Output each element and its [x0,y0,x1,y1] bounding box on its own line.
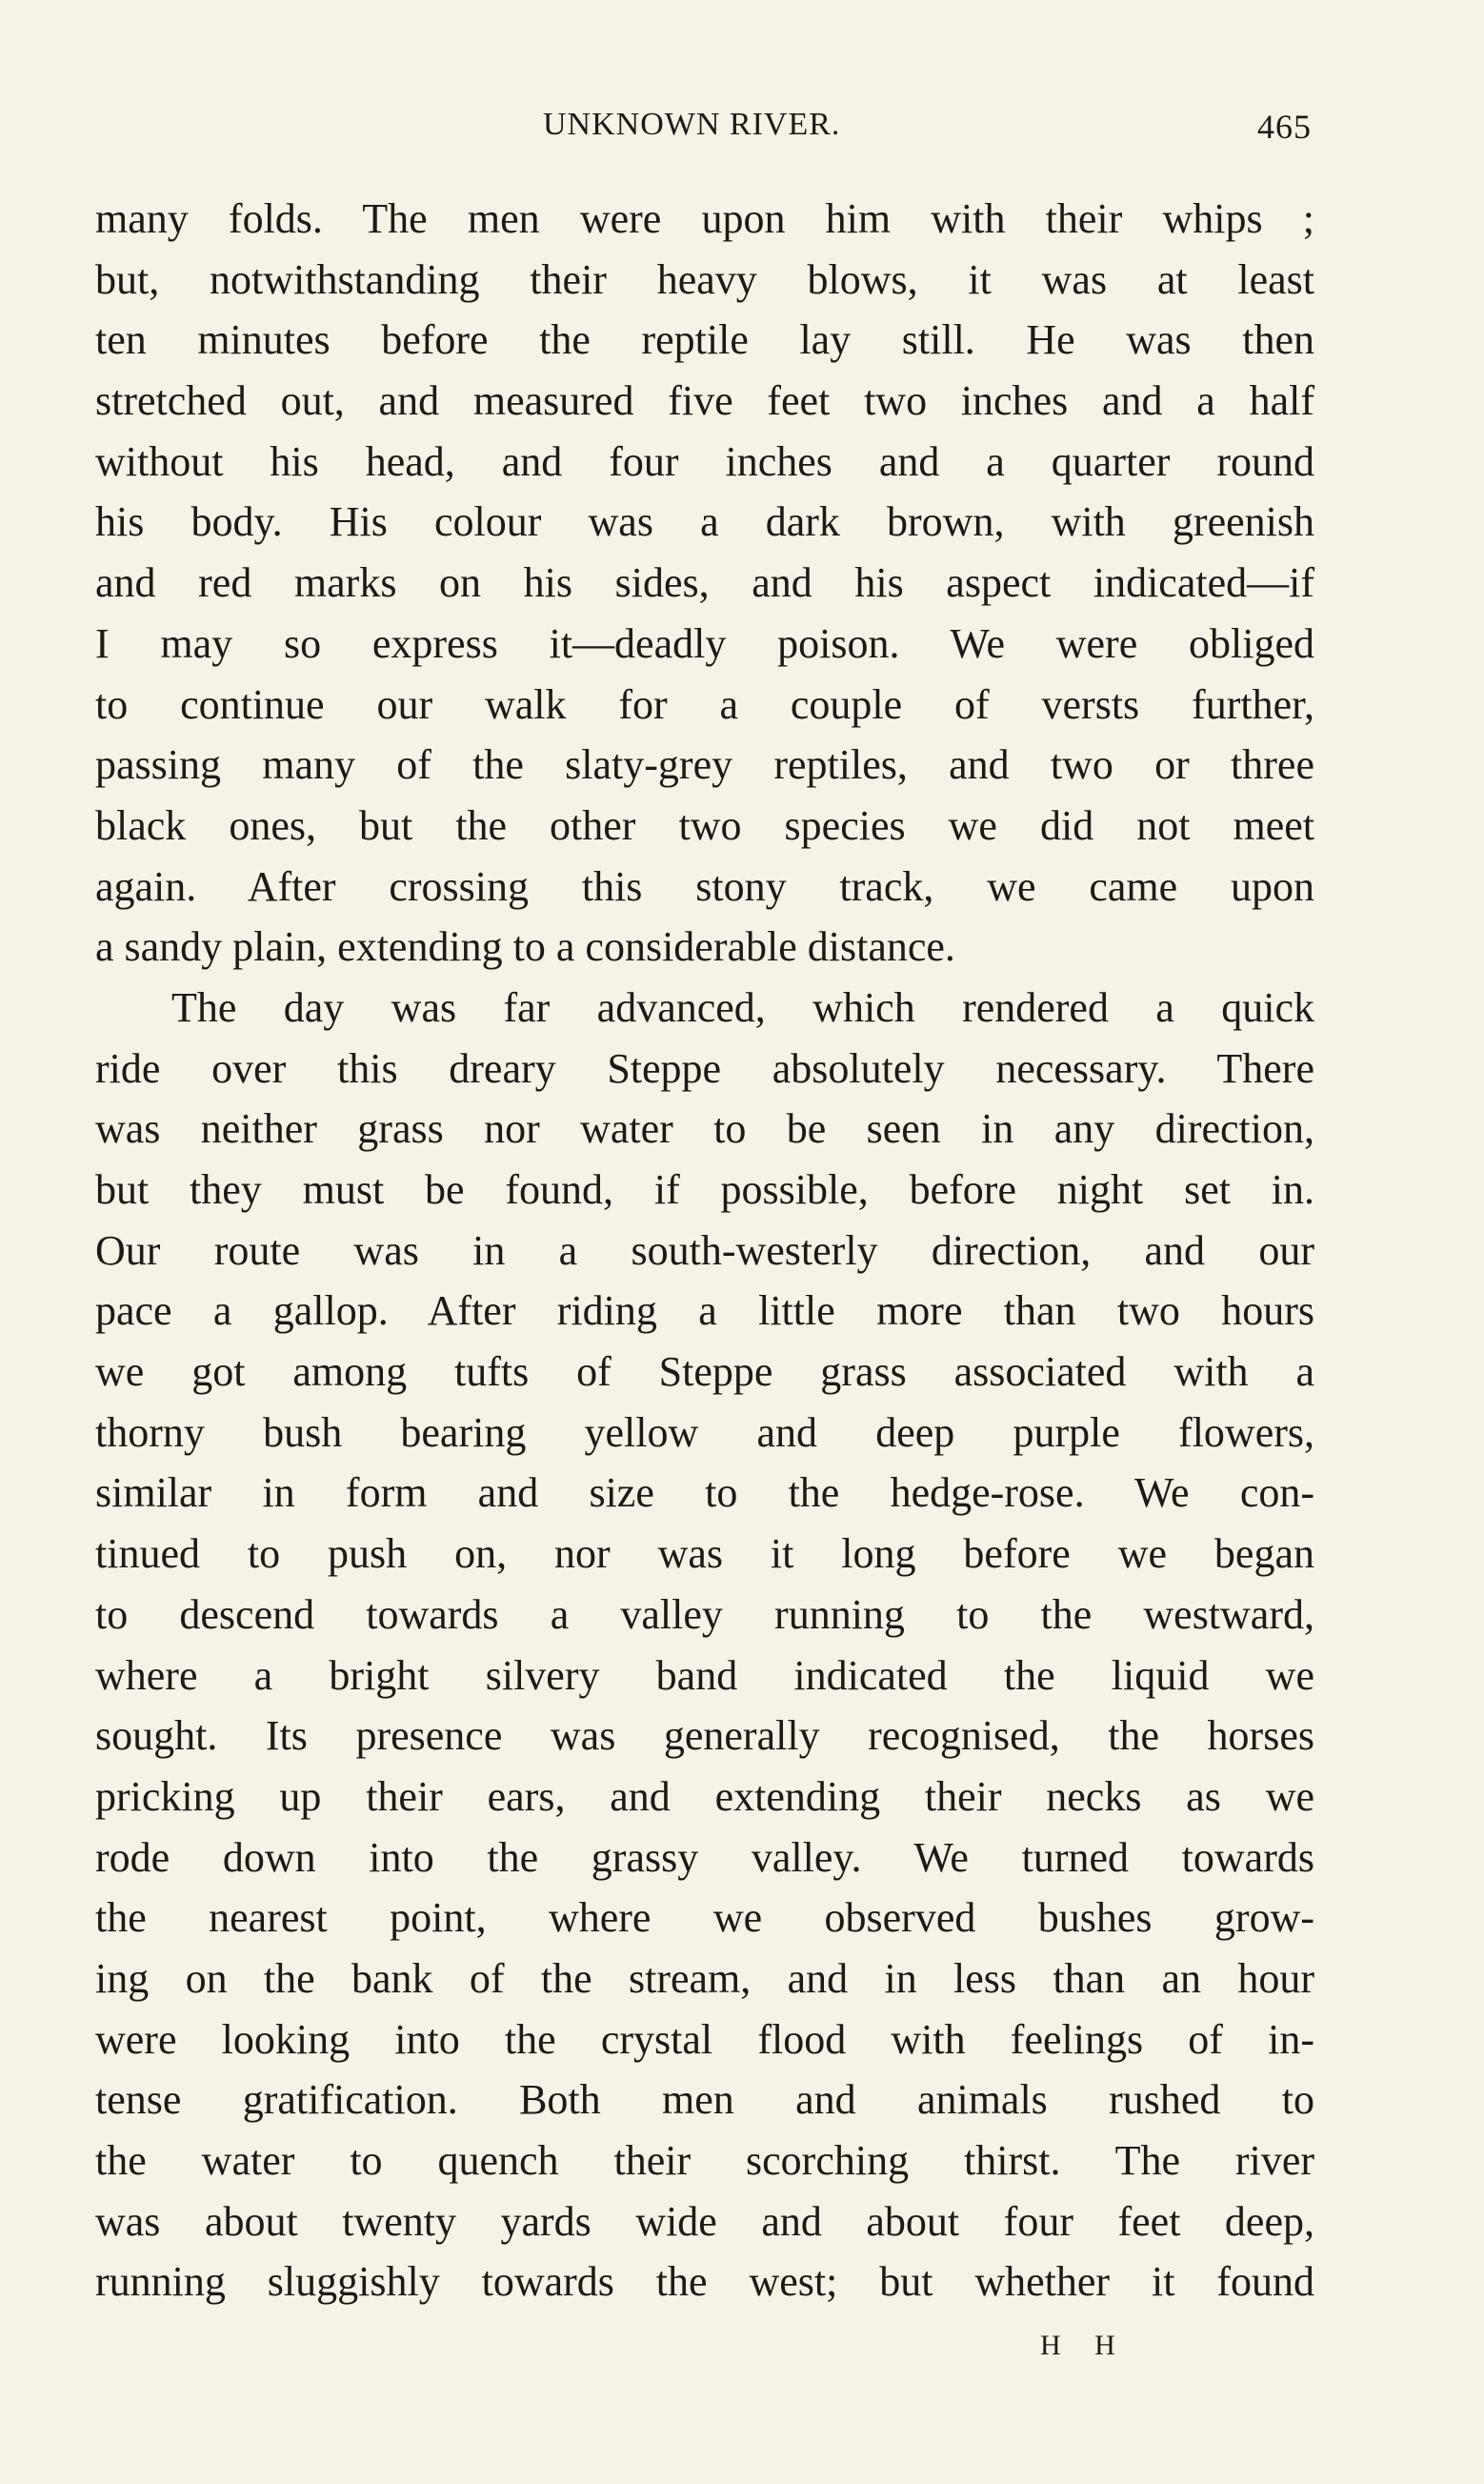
text-line: black ones, but the other two species we did not meet [95,801,1314,849]
text-line: passing many of the slaty-grey reptiles, and two or three [95,741,1314,789]
text-line: to descend towards a valley running to the westward, [95,1590,1314,1638]
text-line: sought. Its presence was generally recognised, the horses [95,1712,1314,1760]
text-line: tinued to push on, nor was it long before we began [95,1530,1314,1578]
text-line: ing on the bank of the stream, and in less than an hour [95,1954,1314,2002]
text-line: again. After crossing this stony track, we came upon [95,862,1314,910]
signature-mark: H H [1040,2330,1129,2361]
text-line: was neither grass nor water to be seen in any direction, [95,1105,1314,1153]
text-line: pace a gallop. After riding a little more than two hours [95,1287,1314,1335]
text-line: where a bright silvery band indicated the liquid we [95,1651,1314,1699]
body-text [95,189,1314,2312]
running-head [0,107,1484,164]
text-line: to continue our walk for a couple of versts further, [95,680,1314,728]
text-line: the nearest point, where we observed bushes grow- [95,1894,1314,1942]
text-line: the water to quench their scorching thirst. The river [95,2137,1314,2184]
text-line: a sandy plain, extending to a considerable distance. [95,923,955,971]
text-line: was about twenty yards wide and about four feet deep, [95,2197,1314,2245]
text-line: thorny bush bearing yellow and deep purple flowers, [95,1408,1314,1456]
text-line: tense gratification. Both men and animals rushed to [95,2076,1314,2124]
page-number: 465 [1257,108,1312,146]
chapter-title: UNKNOWN RIVER. [543,107,841,142]
text-line: were looking into the crystal flood with feelings of in- [95,2015,1314,2063]
text-line: ten minutes before the reptile lay still. He was then [95,316,1314,364]
text-line: without his head, and four inches and a quarter round [95,437,1314,485]
text-line: rode down into the grassy valley. We turned towards [95,1833,1314,1881]
text-line: pricking up their ears, and extending their necks as we [95,1772,1314,1820]
text-line: stretched out, and measured five feet two inches and a half [95,377,1314,425]
text-line: ride over this dreary Steppe absolutely necessary. There [95,1044,1314,1092]
text-line: but they must be found, if possible, before night set in. [95,1166,1314,1213]
text-line: Our route was in a south-westerly direction, and our [95,1226,1314,1274]
text-line: I may so express it—deadly poison. We were obliged [95,619,1314,667]
text-line: his body. His colour was a dark brown, with greenish [95,498,1314,546]
text-line: similar in form and size to the hedge-rose. We con- [95,1469,1314,1517]
text-line: many folds. The men were upon him with their whips ; [95,195,1314,242]
text-line: running sluggishly towards the west; but whether it found [95,2258,1314,2306]
text-line: The day was far advanced, which rendered a quick [171,983,1314,1031]
text-line: we got among tufts of Steppe grass associated with a [95,1348,1314,1396]
text-line: and red marks on his sides, and his aspect indicated—if [95,559,1314,607]
text-line: but, notwithstanding their heavy blows, it was at least [95,255,1314,303]
